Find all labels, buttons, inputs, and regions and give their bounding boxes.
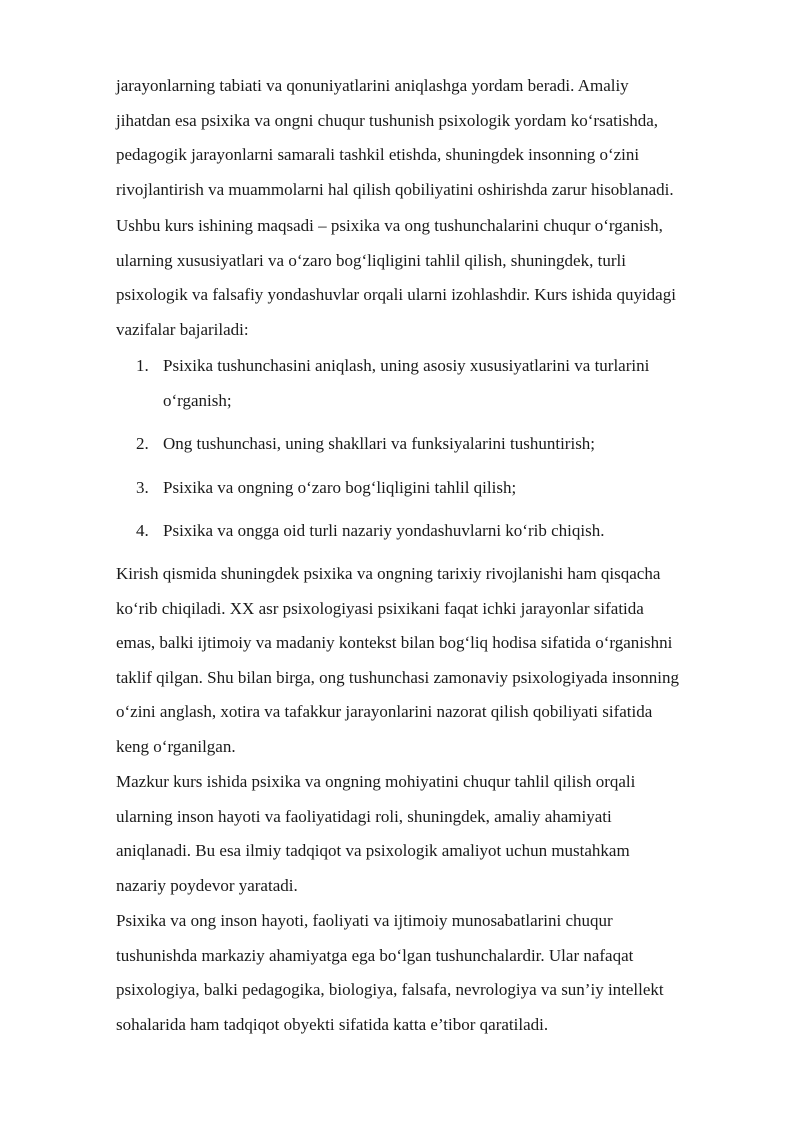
text-line: aniqlanadi. Bu esa ilmiy tadqiqot va psixologik amaliyot uchun mustahkam <box>116 841 630 860</box>
text-line: keng o‘rganilgan. <box>116 736 236 756</box>
paragraph-course-analysis <box>116 765 748 903</box>
text-line: ko‘rib chiqiladi. XX asr psixologiyasi psixikani faqat ichki jarayonlar sifatida <box>116 598 644 618</box>
text-line: taklif qilgan. Shu bilan birga, ong tushunchasi zamonaviy psixologiyada insonning <box>116 667 679 687</box>
text-line: vazifalar bajariladi: <box>116 319 249 339</box>
text-line: Kirish qismida shuningdek psixika va ongning tarixiy rivojlanishi ham qisqacha <box>116 564 661 583</box>
list-item-text <box>163 427 595 462</box>
text-line: psixologik va falsafiy yondashuvlar orqali ularni izohlashdir. Kurs ishida quyidagi <box>116 285 676 304</box>
text-line: pedagogik jarayonlarni samarali tashkil etishda, shuningdek insonning o‘zini <box>116 145 640 164</box>
list-item-text <box>163 349 649 418</box>
paragraph-historical-development <box>116 557 748 764</box>
paragraph-intro-continuation <box>116 69 748 207</box>
text-line: rivojlantirish va muammolarni hal qilish qobiliyatini oshirishda zarur hisoblanadi. <box>116 179 674 199</box>
list-item-number: 1. <box>136 356 149 375</box>
text-line: Psixika tushunchasini aniqlash, uning asosiy xususiyatlarini va turlarini <box>163 356 650 375</box>
list-item-number: 4. <box>136 521 149 540</box>
paragraph-course-goal <box>116 209 748 347</box>
list-item-text <box>163 514 604 549</box>
text-line: tushunishda markaziy ahamiyatga ega bo‘lgan tushunchalardir. Ular nafaqat <box>116 945 634 965</box>
list-item-number: 3. <box>136 478 149 497</box>
text-line: o‘zini anglash, xotira va tafakkur jarayonlarini nazorat qilish qobiliyati sifatida <box>116 702 653 721</box>
text-line: ularning xususiyatlari va o‘zaro bog‘liqligini tahlil qilish, shuningdek, turli <box>116 250 626 270</box>
text-line: psixologiya, balki pedagogika, biologiya, falsafa, nevrologiya va sun’iy intellekt <box>116 980 664 999</box>
text-line: Psixika va ong inson hayoti, faoliyati va ijtimoiy munosabatlarini chuqur <box>116 911 613 930</box>
list-item-text <box>163 471 516 506</box>
text-line: ularning inson hayoti va faoliyatidagi roli, shuningdek, amaliy ahamiyati <box>116 806 612 826</box>
text-line: nazariy poydevor yaratadi. <box>116 875 298 895</box>
paragraph-central-concepts <box>116 904 748 1042</box>
text-line: jihatdan esa psixika va ongni chuqur tushunish psixologik yordam ko‘rsatishda, <box>116 110 659 130</box>
text-line: Ushbu kurs ishining maqsadi – psixika va ong tushunchalarini chuqur o‘rganish, <box>116 216 663 235</box>
list-item-number: 2. <box>136 434 149 453</box>
text-line: Psixika va ongga oid turli nazariy yondashuvlarni ko‘rib chiqish. <box>163 521 605 540</box>
text-line: jarayonlarning tabiati va qonuniyatlarini aniqlashga yordam beradi. Amaliy <box>116 76 629 95</box>
text-line: sohalarida ham tadqiqot obyekti sifatida katta e’tibor qaratiladi. <box>116 1014 549 1034</box>
text-line: Psixika va ongning o‘zaro bog‘liqligini tahlil qilish; <box>163 478 517 497</box>
text-line: Ong tushunchasi, uning shakllari va funksiyalarini tushuntirish; <box>163 434 596 453</box>
text-line: Mazkur kurs ishida psixika va ongning mohiyatini chuqur tahlil qilish orqali <box>116 772 636 791</box>
text-line: emas, balki ijtimoiy va madaniy kontekst bilan bog‘liq hodisa sifatida o‘rganishni <box>116 633 673 652</box>
text-line: o‘rganish; <box>163 390 232 410</box>
